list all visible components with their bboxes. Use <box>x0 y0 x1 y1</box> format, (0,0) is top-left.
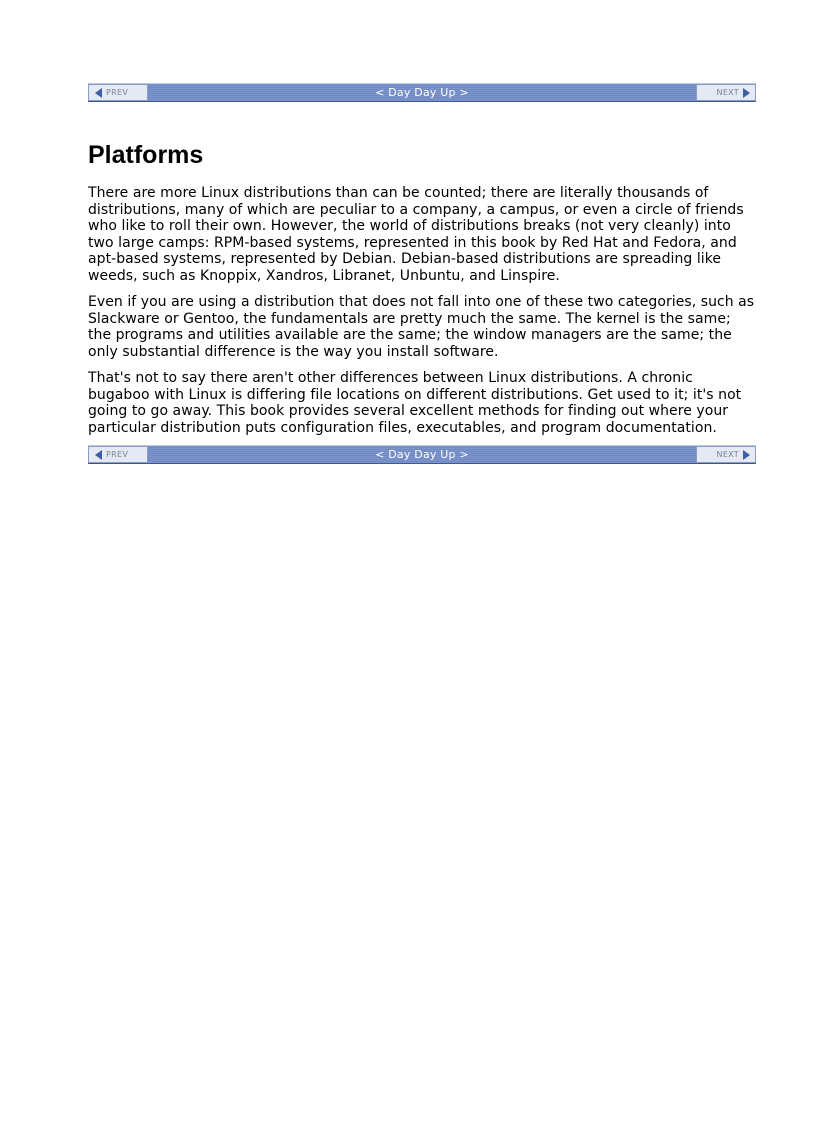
page-title: Platforms <box>88 141 204 169</box>
arrow-right-icon <box>743 88 750 98</box>
page <box>88 83 756 464</box>
day-day-up-link[interactable]: < Day Day Up > <box>375 86 469 99</box>
prev-button[interactable] <box>88 84 148 101</box>
paragraph-2: Even if you are using a distribution that does not fall into one of these two categories, such as Slackware or Gentoo, the fundamentals are pretty much the same. The kernel is the same; the programs and utilities available are the same; the window managers are the same; the only substantial difference is the way you install software. <box>88 294 755 360</box>
prev-label-bottom: PREV <box>106 450 129 459</box>
day-day-up-link-bottom[interactable]: < Day Day Up > <box>375 448 469 461</box>
next-label: NEXT <box>716 88 739 97</box>
next-label-bottom: NEXT <box>716 450 739 459</box>
paragraph-3: That's not to say there aren't other differences between Linux distributions. A chronic bugaboo with Linux is differing file locations on different distributions. Get used to it; it's not going to go away. This book provides several excellent methods for finding out where your particular distribution puts configuration files, executables, and program documentation. <box>88 370 742 436</box>
prev-label: PREV <box>106 88 129 97</box>
arrow-left-icon <box>95 88 102 98</box>
arrow-left-icon <box>95 450 102 460</box>
arrow-right-icon <box>743 450 750 460</box>
next-button-bottom[interactable] <box>696 446 756 463</box>
next-button[interactable] <box>696 84 756 101</box>
top-navigation-bar <box>88 83 756 102</box>
bottom-navigation-bar <box>88 445 756 464</box>
paragraph-1: There are more Linux distributions than can be counted; there are literally thousands of distributions, many of which are peculiar to a company, a campus, or even a circle of friends who like to roll their own. However, the world of distributions breaks (not very cleanly) into two large camps: RPM-based systems, represented in this book by Red Hat and Fedora, and apt-based systems, represented by Debian. Debian-based distributions are spreading like weeds, such as Knoppix, Xandros, Libranet, Unbuntu, and Linspire. <box>88 185 744 284</box>
prev-button-bottom[interactable] <box>88 446 148 463</box>
